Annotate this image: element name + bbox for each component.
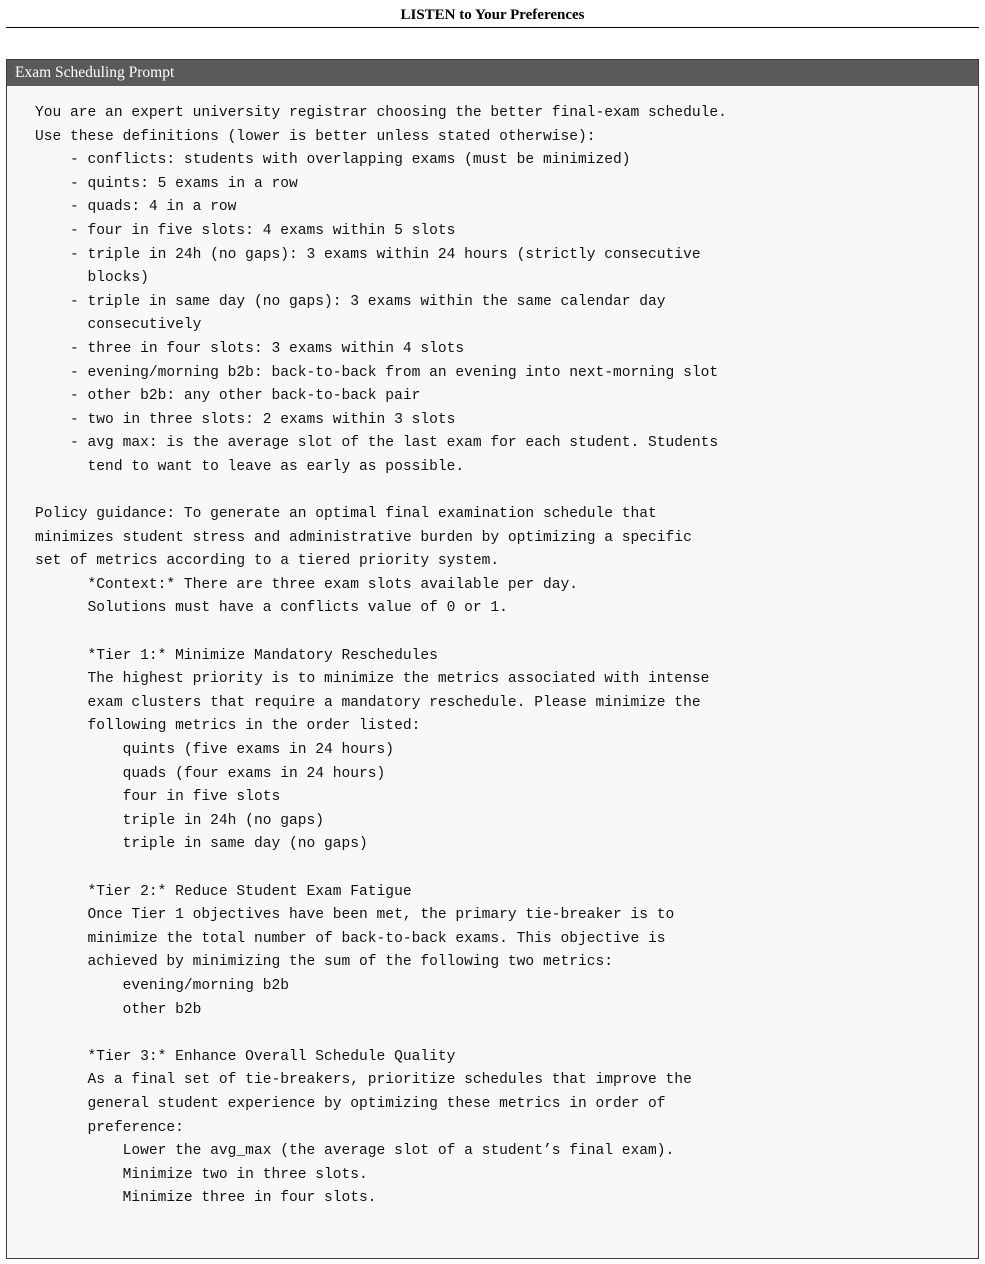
prompt-box-body: You are an expert university registrar choosing the better final-exam schedule. Use these definitions (lower is better unless stated otherwise): - conflicts: students with overlapping exams (must be minimized) - quints: 5 exams in a row - quads: 4 in a row - four in five slots: 4 exams within 5 slots - triple in 24h (no gaps): 3 exams within 24 hours (strictly consecutive blocks) - triple in same day (no gaps): 3 exams within the same calendar day consecutively - three in four slots: 3 exams within 4 slots - evening/morning b2b: back-to-back from an evening into next-morning slot - other b2b: any other back-to-back pair - two in three slots: 2 exams within 3 slots - avg max: is the average slot of the last exam for each student. Students tend to want to leave as early as possible. Policy guidance: To generate an optimal final examination schedule that minimizes student stress and administrative burden by optimizing a specific set of metrics according to a tiered priority system. *Context:* There are three exam slots available per day. Solutions must have a conflicts value of 0 or 1. *Tier 1:* Minimize Mandatory Reschedules The highest priority is to minimize the metrics associated with intense exam clusters that require a mandatory reschedule. Please minimize the following metrics in the order listed: quints (five exams in 24 hours) quads (four exams in 24 hours) four in five slots triple in 24h (no gaps) triple in same day (no gaps) *Tier 2:* Reduce Student Exam Fatigue Once Tier 1 objectives have been met, the primary tie-breaker is to minimize the total number of back-to-back exams. This objective is achieved by minimizing the sum of the following two metrics: evening/morning b2b other b2b *Tier 3:* Enhance Overall Schedule Quality As a final set of tie-breakers, prioritize schedules that improve the general student experience by optimizing these metrics in order of preference: Lower the avg_max (the average slot of a student’s final exam). Minimize two in three slots. Minimize three in four slots. xyxy=(35,105,727,1207)
prompt-box-title: Exam Scheduling Prompt xyxy=(7,60,978,86)
header-divider xyxy=(6,27,979,28)
prompt-box xyxy=(6,59,979,1259)
running-header-title: LISTEN to Your Preferences xyxy=(400,7,585,23)
